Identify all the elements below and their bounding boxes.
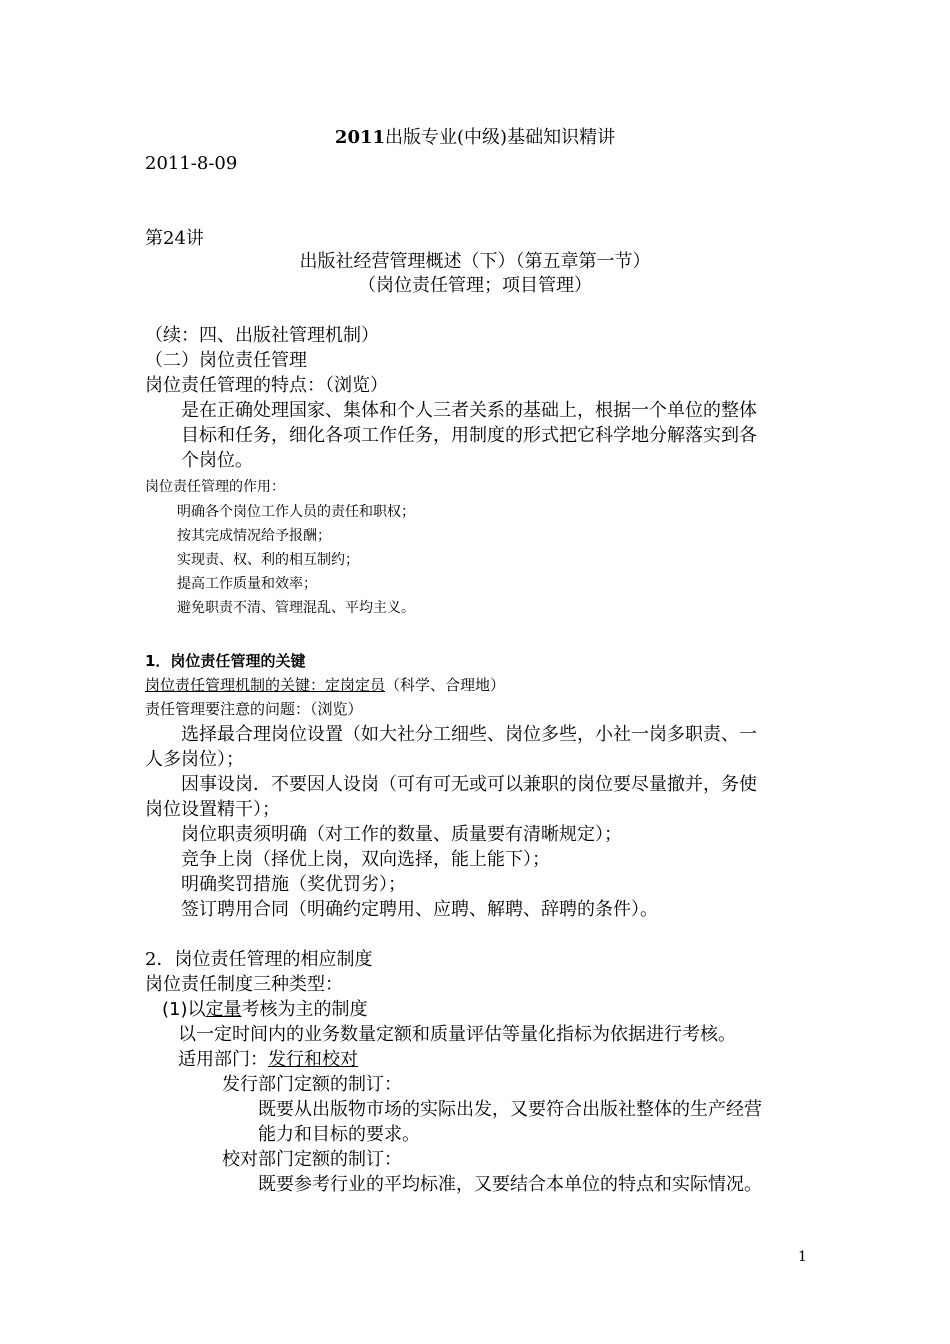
- type-1-number: (1): [162, 999, 188, 1020]
- dept-label: 适用部门：: [178, 1049, 268, 1070]
- section-2-heading: 2．岗位责任管理的相应制度: [145, 949, 373, 970]
- doc-date: 2011-8-09: [145, 153, 238, 174]
- note-item-cont: 岗位设置精干）；: [145, 799, 280, 820]
- role-item: 实现责、权、利的相互制约；: [177, 552, 359, 568]
- key-point-underlined: 岗位责任管理机制的关键：定岗定员: [145, 676, 386, 694]
- notes-label: 责任管理要注意的问题：（浏览）: [145, 700, 363, 718]
- note-item: 因事设岗．不要因人设岗（可有可无或可以兼职的岗位要尽量撤并，务使: [181, 774, 757, 795]
- doc-subtitle-1: 出版社经营管理概述（下）（第五章第一节）: [299, 251, 651, 272]
- proof-quota-text: 既要参考行业的平均标准，又要结合本单位的特点和实际情况。: [258, 1174, 762, 1195]
- issue-quota-text: 既要从出版物市场的实际出发，又要符合出版社整体的生产经营: [258, 1099, 762, 1120]
- note-item: 竞争上岗（择优上岗，双向选择，能上能下）；: [181, 849, 550, 870]
- note-item: 签订聘用合同（明确约定聘用、应聘、解聘、辞聘的条件）。: [181, 899, 658, 920]
- features-text-line: 个岗位。: [181, 450, 253, 471]
- doc-title-text: 出版专业(中级)基础知识精讲: [385, 127, 616, 148]
- doc-title-year: 2011: [334, 127, 386, 148]
- page-number: 1: [798, 1249, 807, 1265]
- note-item: 明确奖罚措施（奖优罚劣）；: [181, 874, 406, 895]
- type-1-pre: 以: [187, 999, 206, 1020]
- type-1-heading: [162, 1001, 368, 1019]
- issue-quota-label: 发行部门定额的制订：: [222, 1074, 402, 1095]
- applicable-departments: [178, 1051, 358, 1069]
- dept-underlined: 发行和校对: [268, 1049, 358, 1070]
- features-text-line: 是在正确处理国家、集体和个人三者关系的基础上，根据一个单位的整体: [181, 400, 757, 421]
- doc-title: [0, 129, 950, 147]
- lecture-number: 第24讲: [145, 228, 204, 249]
- role-item: 按其完成情况给予报酬；: [177, 528, 331, 544]
- role-item: 提高工作质量和效率；: [177, 576, 317, 592]
- key-point-rest: （科学、合理地）: [385, 676, 506, 694]
- type-1-underlined: 定量: [205, 999, 242, 1020]
- continuation-note: （续：四、出版社管理机制）: [145, 325, 379, 346]
- note-item: 岗位职责须明确（对工作的数量、质量要有清晰规定）；: [181, 824, 622, 845]
- type-1-description: 以一定时间内的业务数量定额和质量评估等量化指标为依据进行考核。: [178, 1024, 736, 1045]
- issue-quota-text: 能力和目标的要求。: [258, 1124, 420, 1145]
- features-text-line: 目标和任务，细化各项工作任务，用制度的形式把它科学地分解落实到各: [181, 425, 757, 446]
- features-label: 岗位责任管理的特点：（浏览）: [145, 375, 388, 396]
- proof-quota-label: 校对部门定额的制订：: [222, 1149, 402, 1170]
- type-1-post: 考核为主的制度: [241, 999, 368, 1020]
- roles-label: 岗位责任管理的作用：: [145, 479, 285, 495]
- types-label: 岗位责任制度三种类型：: [145, 974, 343, 995]
- role-item: 避免职责不清、管理混乱、平均主义。: [177, 600, 415, 616]
- note-item-cont: 人多岗位）；: [145, 749, 244, 770]
- section-heading: （二）岗位责任管理: [145, 350, 307, 371]
- section-1-heading: 1．岗位责任管理的关键: [145, 652, 306, 670]
- key-point: [145, 678, 505, 693]
- role-item: 明确各个岗位工作人员的责任和职权；: [177, 504, 415, 520]
- doc-subtitle-2: （岗位责任管理；项目管理）: [358, 275, 592, 296]
- note-item: 选择最合理岗位设置（如大社分工细些、岗位多些，小社一岗多职责、一: [181, 724, 757, 745]
